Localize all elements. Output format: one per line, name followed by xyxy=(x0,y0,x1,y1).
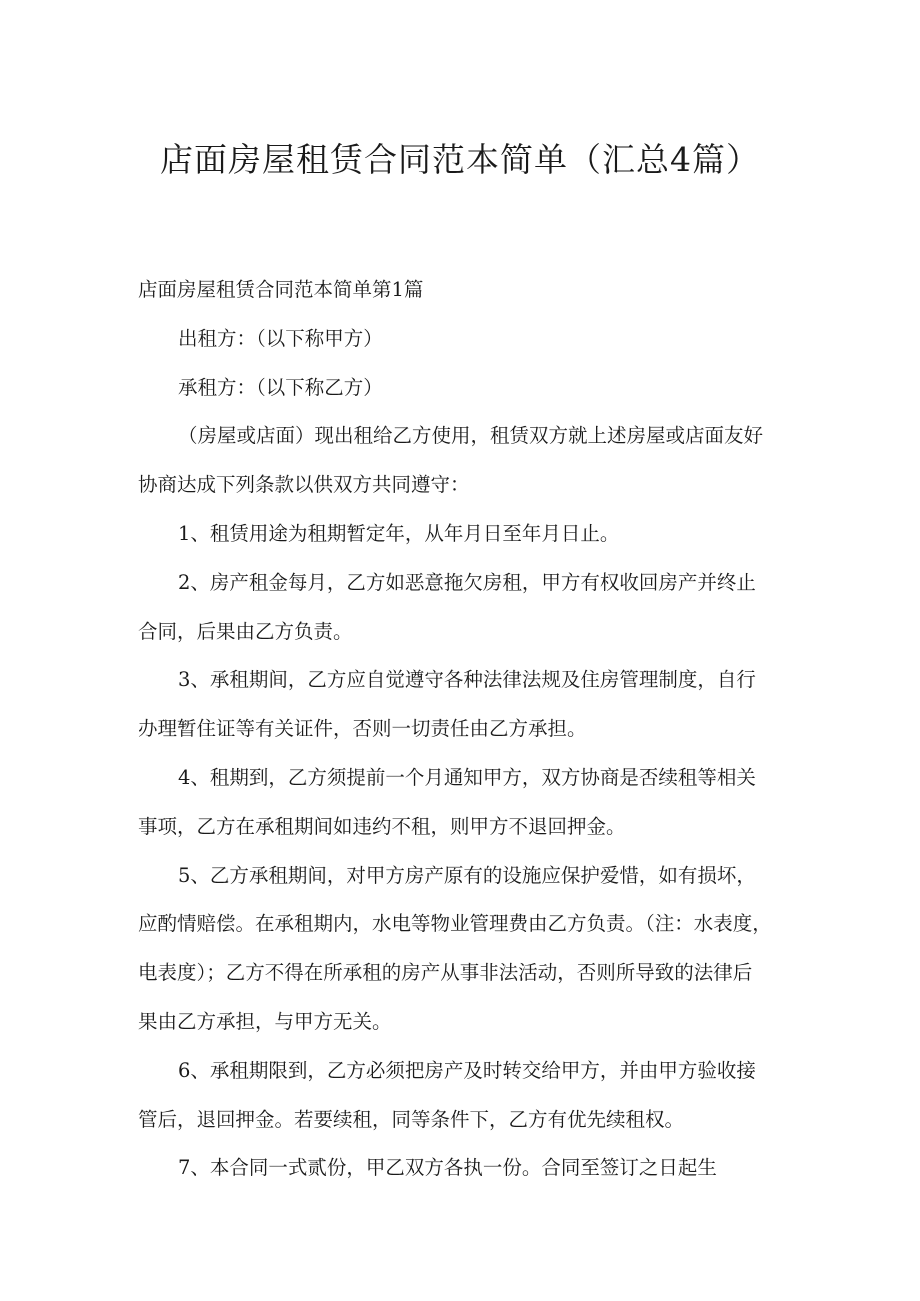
clause-3: 3、承租期间，乙方应自觉遵守各种法律法规及住房管理制度，自行 xyxy=(178,668,756,692)
paragraph-line: 协商达成下列条款以供双方共同遵守： xyxy=(138,473,470,497)
clause-5-continued: 果由乙方承担，与甲方无关。 xyxy=(138,1009,392,1033)
clause-2: 2、房产租金每月，乙方如恶意拖欠房租，甲方有权收回房产并终止 xyxy=(178,570,756,594)
clause-2-continued: 合同，后果由乙方负责。 xyxy=(138,619,353,643)
document-body xyxy=(138,266,802,1193)
clause-4: 4、租期到，乙方须提前一个月通知甲方，双方协商是否续租等相关 xyxy=(178,765,756,789)
clause-3-continued: 办理暂住证等有关证件，否则一切责任由乙方承担。 xyxy=(138,717,587,741)
clause-7: 7、本合同一式贰份，甲乙双方各执一份。合同至签订之日起生 xyxy=(178,1156,717,1180)
clause-6-continued: 管后，退回押金。若要续租，同等条件下，乙方有优先续租权。 xyxy=(138,1107,685,1131)
clause-1: 1、租赁用途为租期暂定年，从年月日至年月日止。 xyxy=(178,521,620,545)
section-heading: 店面房屋租赁合同范本简单第1篇 xyxy=(138,278,424,301)
lessor-line: 出租方：（以下称甲方） xyxy=(178,326,383,350)
clause-4-continued: 事项，乙方在承租期间如违约不租，则甲方不退回押金。 xyxy=(138,814,626,838)
clause-5-continued: 应酌情赔偿。在承租期内，水电等物业管理费由乙方负责。（注：水表度， xyxy=(138,912,772,936)
clause-6: 6、承租期限到，乙方必须把房产及时转交给甲方，并由甲方验收接 xyxy=(178,1058,756,1082)
lessee-line: 承租方：（以下称乙方） xyxy=(178,375,383,399)
clause-5-continued: 电表度）；乙方不得在所承租的房产从事非法活动，否则所导致的法律后 xyxy=(138,961,753,985)
clause-5: 5、乙方承租期间，对甲方房产原有的设施应保护爱惜，如有损坏， xyxy=(178,863,756,887)
paragraph-line: （房屋或店面）现出租给乙方使用，租赁双方就上述房屋或店面友好 xyxy=(178,424,764,448)
document-title: 店面房屋租赁合同范本简单（汇总4篇） xyxy=(160,140,760,179)
